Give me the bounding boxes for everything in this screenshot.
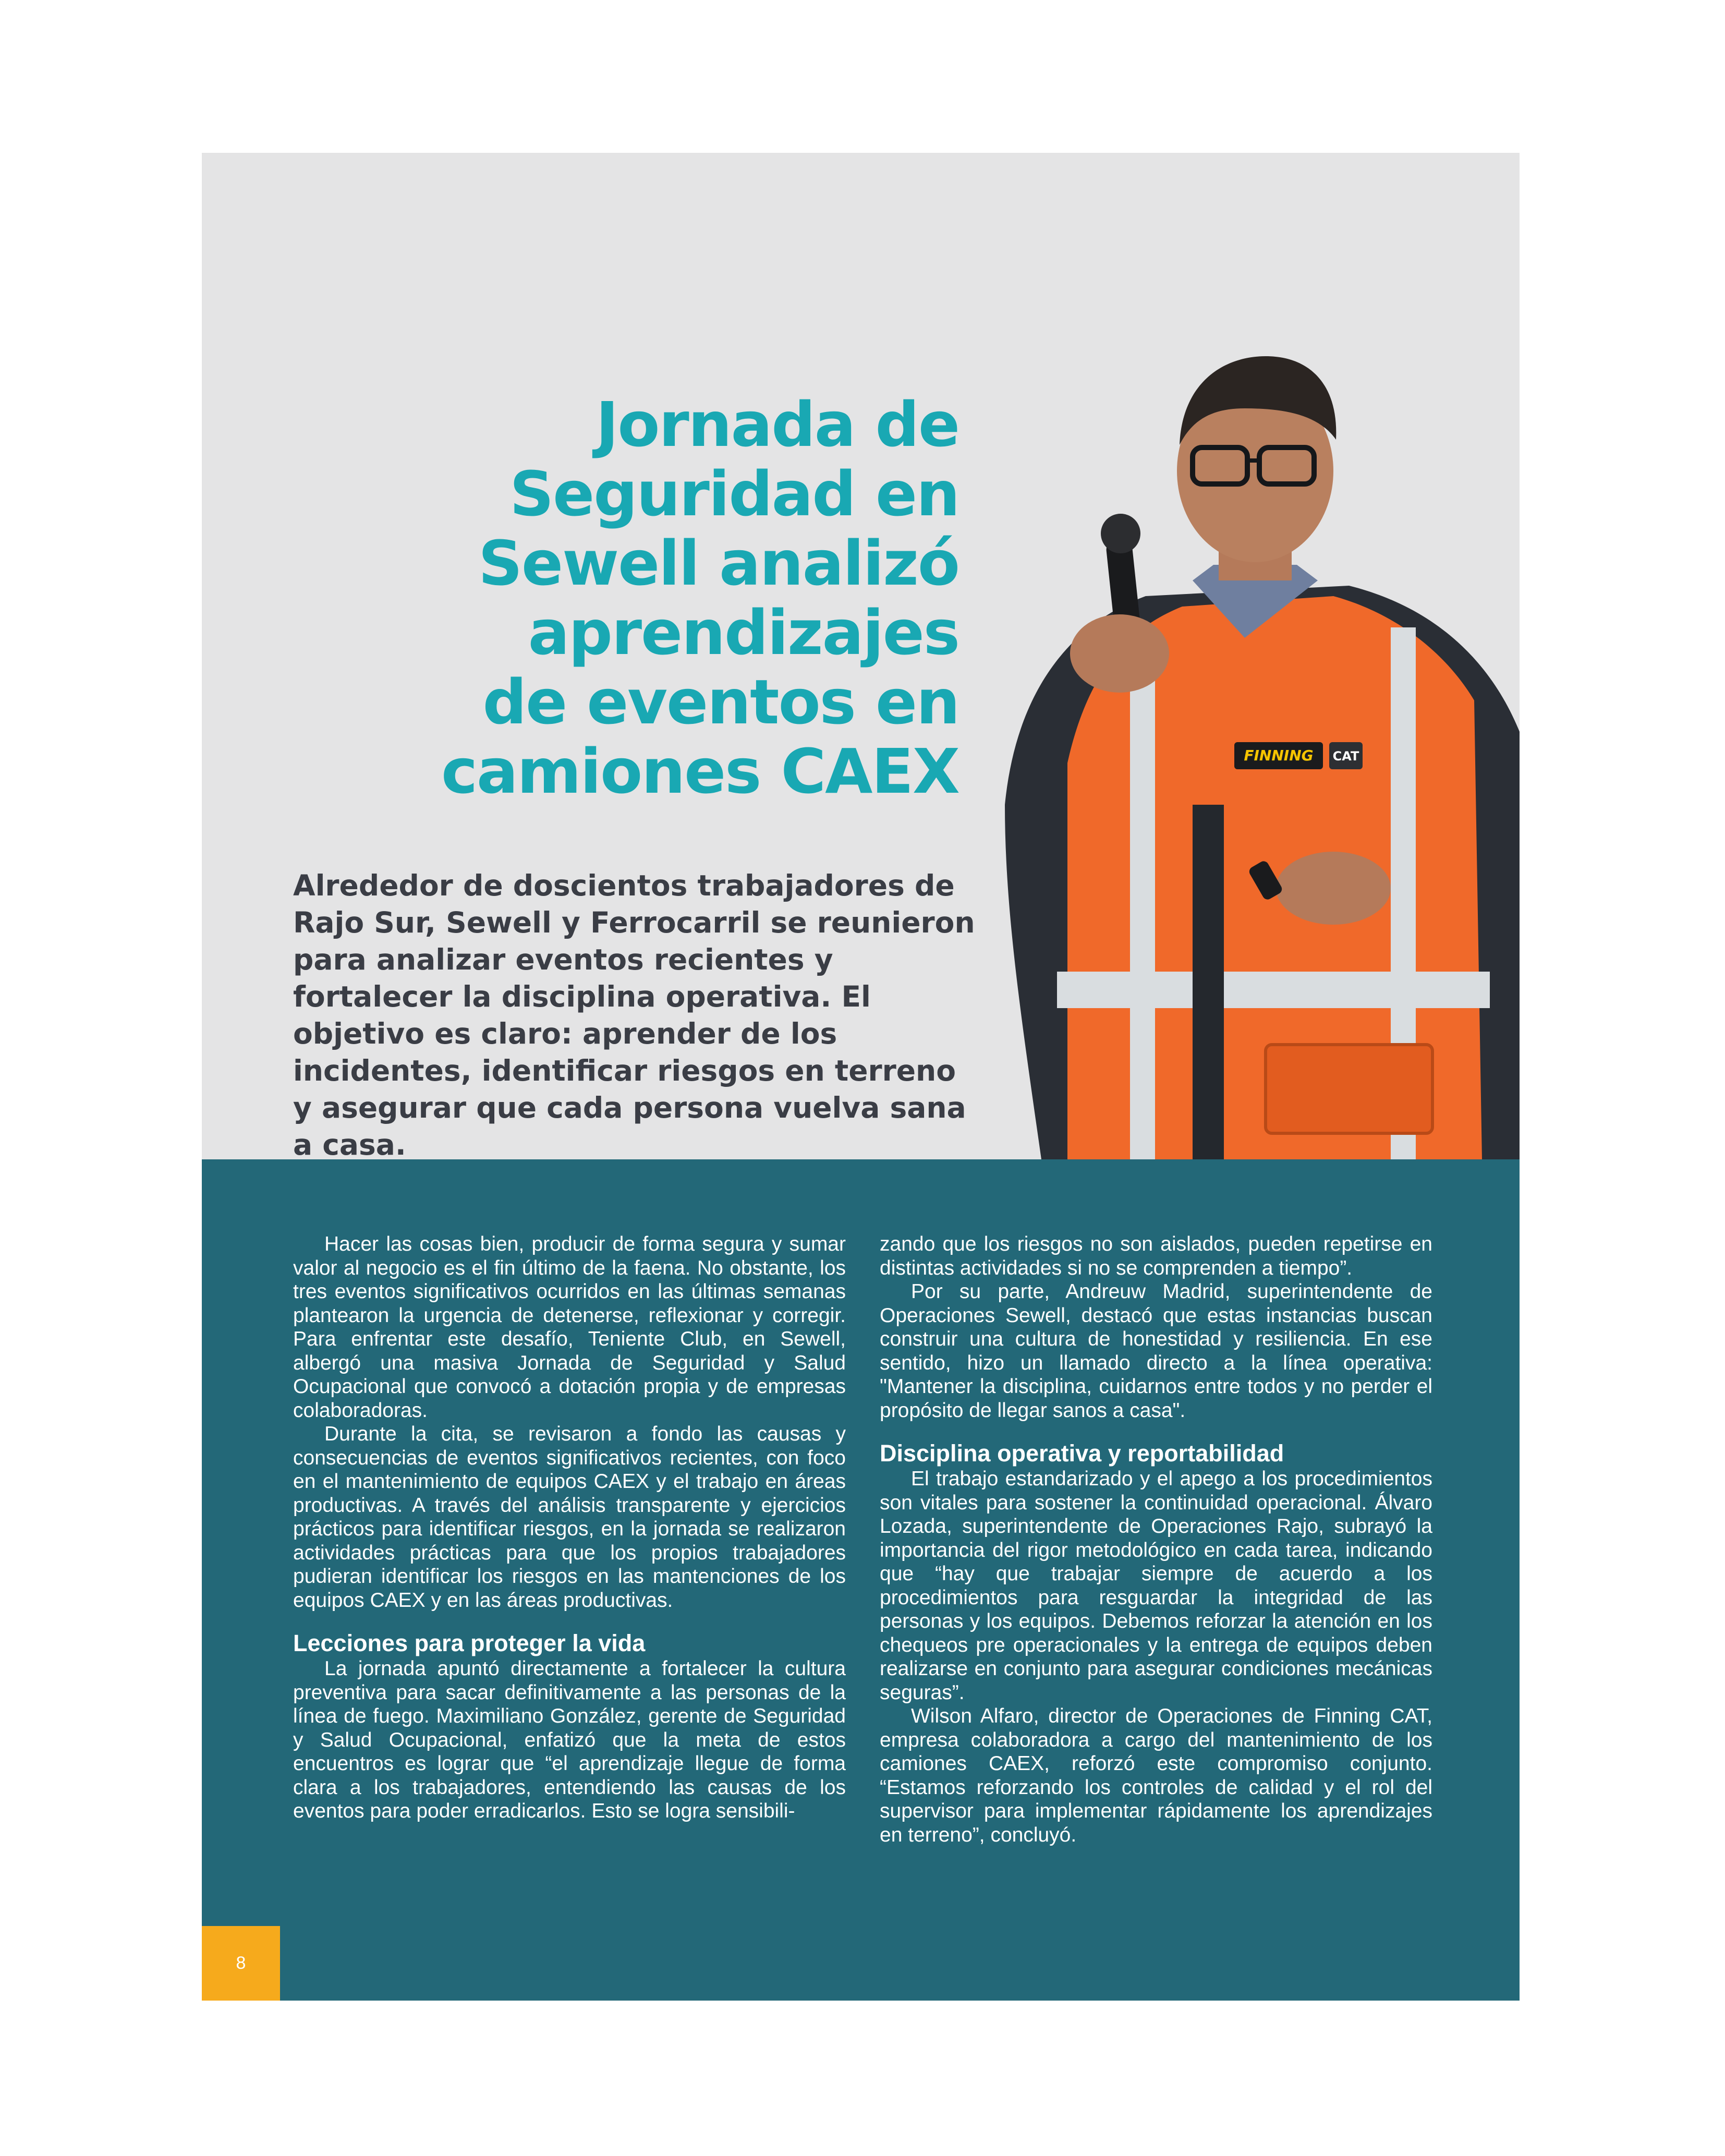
speaker-photo bbox=[974, 335, 1520, 1159]
paragraph: Wilson Alfaro, director de Operaciones de Finning CAT, empresa colaboradora a cargo del mantenimiento de los camiones CAEX, reforzó este compromiso conjunto. “Estamos reforzando los controles de calidad y el rol del supervisor para implementar rápidamente los aprendizajes en terreno”, concluyó. bbox=[880, 1705, 1432, 1846]
vest-pocket bbox=[1266, 1045, 1432, 1133]
paragraph: zando que los riesgos no son aislados, pueden repetirse en distintas actividades si no se comprenden a tiempo”. bbox=[880, 1233, 1432, 1279]
page-number-label: 8 bbox=[236, 1953, 246, 1973]
paragraph: El trabajo estandarizado y el apego a los procedimientos son vitales para sostener la continuidad operacional. Álvaro Lozada, superintendente de Operaciones Rajo, subrayó la importancia del rigor metodológico en cada tarea, indicando que “hay que trabajar siempre de acuerdo a los procedimientos para resguardar la integridad de las personas y los equipos. Debemos reforzar la atención en los chequeos pre operacionales y la entrega de equipos deben realizarse en conjunto para asegurar condiciones mecánicas seguras”. bbox=[880, 1468, 1432, 1704]
body-column-left bbox=[293, 1232, 846, 1823]
title-line: Sewell analizó bbox=[478, 527, 959, 599]
title-line: Seguridad en bbox=[509, 458, 959, 530]
article-lead: Alrededor de doscientos trabajadores de Rajo Sur, Sewell y Ferrocarril se reunieron para analizar eventos recientes y fortalecer la disciplina operativa. El objetivo es claro: aprender de los incidentes, identificar riesgos en terreno y asegurar que cada persona vuelva sana a casa. bbox=[293, 869, 975, 1161]
paragraph: Hacer las cosas bien, producir de forma segura y sumar valor al negocio es el fin último de la faena. No obstante, los tres eventos significativos ocurridos en las últimas semanas plantearon la urgencia de detenerse, reflexionar y corregir. Para enfrentar este desafío, Teniente Club, en Sewell, albergó una masiva Jornada de Seguridad y Salud Ocupacional que convocó a dotación propia y de empresas colaboradoras. bbox=[293, 1233, 846, 1422]
hand-right bbox=[1276, 852, 1391, 925]
title-line: de eventos en bbox=[482, 666, 959, 738]
vest-reflective-band bbox=[1057, 972, 1490, 1008]
finning-logo-text: FINNING bbox=[1244, 747, 1314, 764]
paragraph: Durante la cita, se revisaron a fondo las causas y consecuencias de eventos significativos recientes, con foco en el mantenimiento de equipos CAEX y el trabajo en áreas productivas. A través del análisis transparente y ejercicios prácticos para identificar riesgos, en la jornada se realizaron actividades prácticas para que los propios trabajadores pudieran identificar los riesgos en las mantenciones de los equipos CAEX y en las áreas productivas. bbox=[293, 1423, 846, 1612]
microphone-head bbox=[1101, 514, 1140, 553]
hand-left bbox=[1070, 614, 1169, 693]
vest-strap-left bbox=[1130, 627, 1155, 1159]
section-heading: Disciplina operativa y reportabilidad bbox=[880, 1440, 1284, 1467]
paragraph: Por su parte, Andreuw Madrid, superintendente de Operaciones Sewell, destacó que estas instancias buscan construir una cultura de honestidad y resiliencia. En ese sentido, hizo un llamado directo a la línea operativa: "Mantener la disciplina, cuidarnos entre todos y no perder el propósito de llegar sanos a casa". bbox=[880, 1280, 1432, 1422]
cat-badge-text: CAT bbox=[1332, 749, 1359, 764]
body-column-right bbox=[880, 1232, 1432, 1847]
page-number bbox=[202, 1926, 280, 2001]
title-line: aprendizajes bbox=[528, 597, 959, 669]
title-line: Jornada de bbox=[596, 389, 959, 461]
article-title bbox=[385, 390, 959, 806]
paragraph: La jornada apuntó directamente a fortalecer la cultura preventiva para sacar definitivamente a las personas de la línea de fuego. Maximiliano González, gerente de Seguridad y Salud Ocupacional, enfatizó que la meta de estos encuentros es lograr que “el aprendizaje llegue de forma clara a los trabajadores, entendiendo las causas de los eventos para poder erradicarlos. Esto se logra sensibili- bbox=[293, 1657, 846, 1822]
page-frame bbox=[202, 153, 1520, 2001]
vest-center-panel bbox=[1193, 805, 1224, 1159]
section-heading: Lecciones para proteger la vida bbox=[293, 1630, 646, 1656]
title-line: camiones CAEX bbox=[441, 735, 959, 807]
